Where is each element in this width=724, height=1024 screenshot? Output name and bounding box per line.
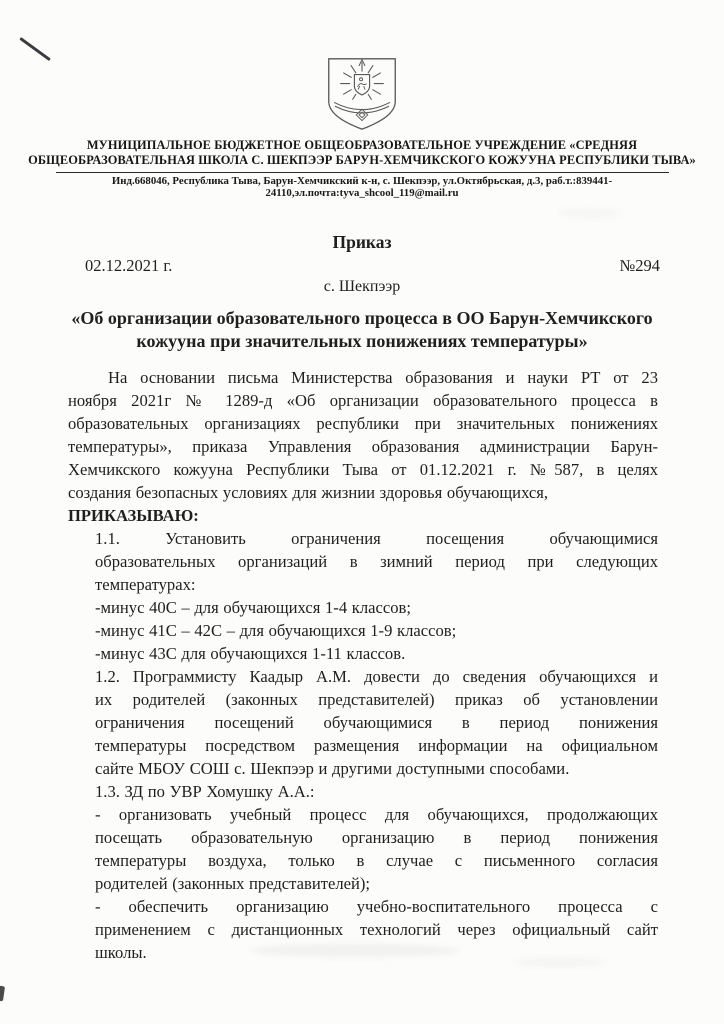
doc-number: №294	[619, 256, 660, 275]
text-line: температурах:	[95, 575, 196, 594]
text-line: школы.	[95, 943, 147, 962]
temperature-line: -минус 41С – 42С – для обучающихся 1-9 классов;	[95, 621, 457, 640]
org-name	[0, 138, 724, 168]
doc-place: с. Шекпээр	[323, 278, 401, 295]
doc-body	[68, 366, 658, 964]
text-line: образовательных организациях республики при значительных понижениях	[68, 414, 658, 433]
text-line: На основании письма Министерства образования и науки РТ от 23	[108, 368, 658, 387]
coat-of-arms-icon	[316, 56, 408, 132]
doc-title-line1: «Об организации образовательного процесса в ОО Барун-Хемчикского	[71, 308, 653, 328]
doc-kind-heading: Приказ	[332, 232, 392, 252]
pen-stroke-mark	[19, 37, 50, 61]
text-line: температуры посредством размещения информации на официальном	[95, 736, 658, 755]
order-word: ПРИКАЗЫВАЮ:	[68, 506, 199, 525]
text-line: родителей (законных представителей);	[95, 874, 370, 893]
text-line: применением с дистанционных технологий через официальный сайт	[95, 920, 658, 939]
scan-smudge	[250, 944, 460, 957]
text-line: 1.1. Установить ограничения посещения обучающимися	[95, 529, 658, 548]
doc-date: 02.12.2021 г.	[85, 256, 173, 275]
text-line: образовательных организаций в зимний период при следующих	[95, 552, 658, 571]
doc-title-line2: кожууна при значительных понижениях температуры»	[136, 331, 588, 351]
text-line: температуры», приказа Управления образования администрации Барун-	[68, 437, 658, 456]
text-line: ограничения посещений обучающимися в период понижения	[95, 713, 658, 732]
scan-smudge	[560, 208, 620, 218]
text-line: сайте МБОУ СОШ с. Шекпээр и другими доступными способами.	[95, 759, 570, 778]
order-items	[95, 527, 658, 964]
header-divider	[56, 172, 669, 173]
org-name-line1: МУНИЦИПАЛЬНОЕ БЮДЖЕТНОЕ ОБЩЕОБРАЗОВАТЕЛЬНОЕ УЧРЕЖДЕНИЕ «СРЕДНЯЯ	[86, 138, 638, 152]
text-line: Хемчикского кожууна Республики Тыва от 01.12.2021 г. №587, в целях	[68, 460, 658, 479]
text-line: ноября 2021г № 1289-д «Об организации образовательного процесса в	[68, 391, 658, 410]
text-line: посещать образовательную организацию в период понижения	[95, 828, 658, 847]
text-line: - обеспечить организацию учебно-воспитательного процесса с	[95, 897, 658, 916]
scan-smudge	[515, 958, 605, 967]
text-line: их родителей (законных представителей) приказ об установлении	[95, 690, 658, 709]
temperature-line: -минус 40С – для обучающихся 1-4 классов;	[95, 598, 411, 617]
temperature-line: -минус 43С для обучающихся 1-11 классов.	[95, 644, 406, 663]
org-address: Инд.668046, Республика Тыва, Барун-Хемчикский к-н, с. Шекпээр, ул.Октябрьская, д.3, раб.т.:839441-24110,эл.почта:tyva_shcool_119@mail.ru	[111, 175, 613, 199]
doc-title	[40, 307, 684, 353]
scan-edge-artifact	[0, 986, 5, 1002]
text-line: - организовать учебный процесс для обучающихся, продолжающих	[95, 805, 658, 824]
text-line: 1.3. ЗД по УВР Хомушку А.А.:	[95, 782, 315, 801]
text-line: создания безопасных условиях для жизнии здоровья обучающихся,	[68, 483, 549, 502]
text-line: температуры воздуха, только в случае с письменного согласия	[95, 851, 658, 870]
doc-meta-row	[85, 255, 660, 277]
text-line: 1.2. Программисту Каадыр А.М. довести до сведения обучающихся и	[95, 667, 658, 686]
org-name-line2: ОБЩЕОБРАЗОВАТЕЛЬНАЯ ШКОЛА С. ШЕКПЭЭР БАРУН-ХЕМЧИКСКОГО КОЖУУНА РЕСПУБЛИКИ ТЫВА»	[28, 153, 696, 167]
